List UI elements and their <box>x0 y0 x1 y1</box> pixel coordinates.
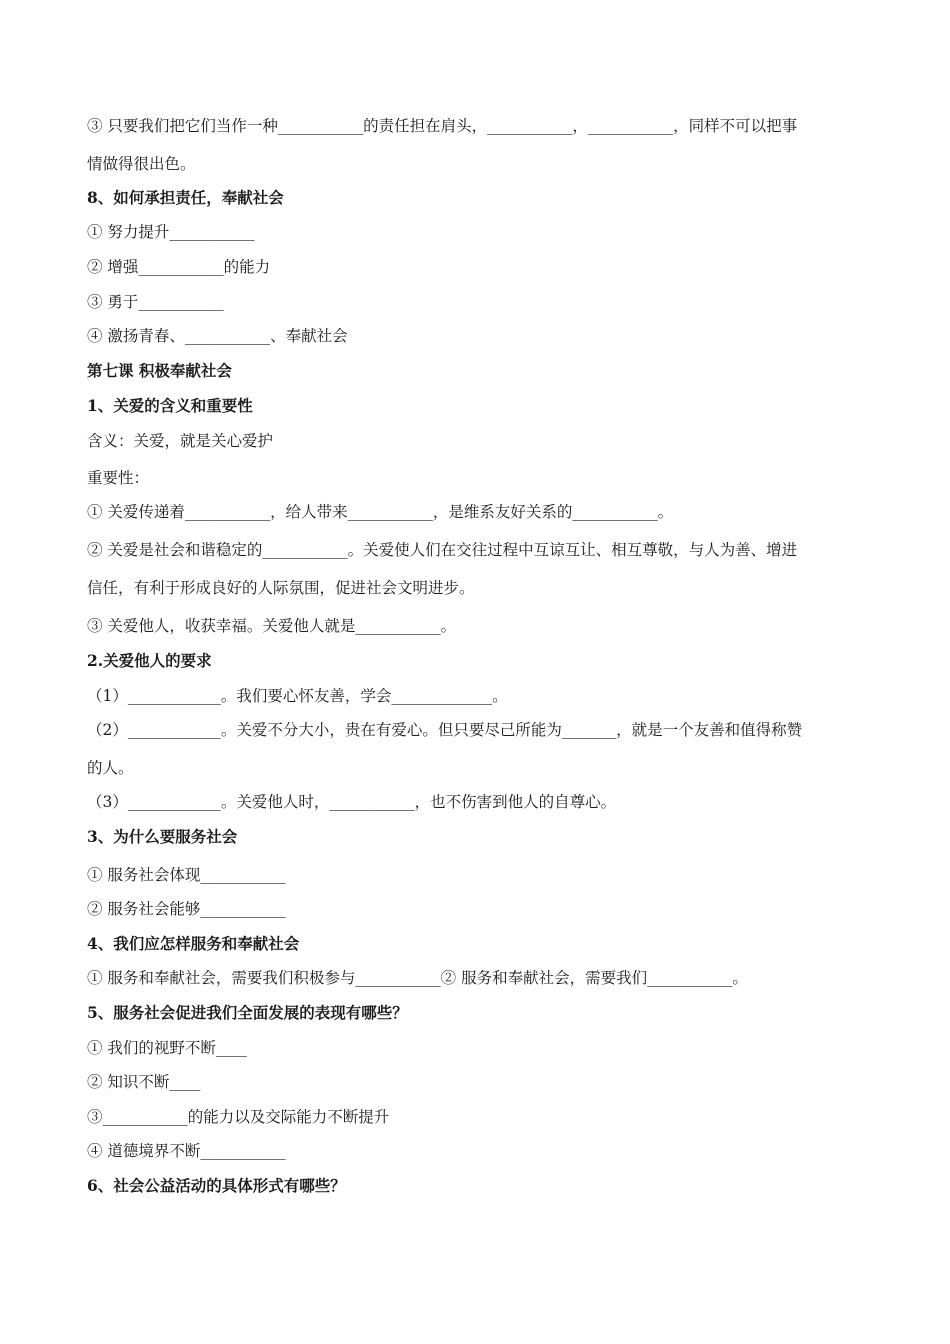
text-line: 情做得很出色。 <box>87 155 196 173</box>
text-line: ④ 道德境界不断___________ <box>87 1142 286 1160</box>
text-line: ④ 激扬青春、___________、奉献社会 <box>87 327 348 345</box>
text-line: ① 我们的视野不断____ <box>87 1039 247 1057</box>
text-line: ① 努力提升___________ <box>87 223 255 241</box>
text-line: ① 服务社会体现___________ <box>87 866 286 884</box>
text-line: 含义：关爱，就是关心爱护 <box>87 432 274 450</box>
section-heading: 8、如何承担责任，奉献社会 <box>87 188 284 207</box>
text-line: ① 关爱传递着___________，给人带来___________，是维系友好关系的___________。 <box>87 503 674 521</box>
section-heading: 4、我们应怎样服务和奉献社会 <box>87 934 300 953</box>
text-line: 信任，有利于形成良好的人际氛围，促进社会文明进步。 <box>87 579 475 597</box>
text-line: （1）____________。我们要心怀友善，学会_____________。 <box>87 687 508 705</box>
section-heading: 5、服务社会促进我们全面发展的表现有哪些？ <box>87 1003 408 1022</box>
text-line: ③ 关爱他人，收获幸福。关爱他人就是___________。 <box>87 617 457 635</box>
text-line: （3）____________。关爱他人时，___________，也不伤害到他人的自尊心。 <box>87 793 617 811</box>
text-line: ① 服务和奉献社会，需要我们积极参与___________② 服务和奉献社会，需要我们___________。 <box>87 969 748 987</box>
text-line: ③ 勇于___________ <box>87 293 224 311</box>
text-line: ③___________的能力以及交际能力不断提升 <box>87 1108 390 1126</box>
section-heading: 3、为什么要服务社会 <box>87 827 238 846</box>
section-heading: 6、社会公益活动的具体形式有哪些？ <box>87 1176 346 1195</box>
section-heading: 1、关爱的含义和重要性 <box>87 396 253 415</box>
text-line: ② 增强___________的能力 <box>87 258 271 276</box>
text-line: 重要性： <box>87 469 150 487</box>
text-line: ② 服务社会能够___________ <box>87 900 286 918</box>
text-line: ③ 只要我们把它们当作一种___________的责任担在肩头，___________，___________，同样不可以把事 <box>87 117 798 135</box>
text-line: （2）____________。关爱不分大小，贵在有爱心。但只要尽己所能为_______，就是一个友善和值得称赞 <box>87 721 803 739</box>
text-line: 的人。 <box>87 759 134 777</box>
section-heading: 2.关爱他人的要求 <box>87 651 212 670</box>
text-line: ② 知识不断____ <box>87 1073 201 1091</box>
lesson-title: 第七课 积极奉献社会 <box>87 361 232 380</box>
text-line: ② 关爱是社会和谐稳定的___________。关爱使人们在交往过程中互谅互让、相互尊敬，与人为善、增进 <box>87 541 798 559</box>
